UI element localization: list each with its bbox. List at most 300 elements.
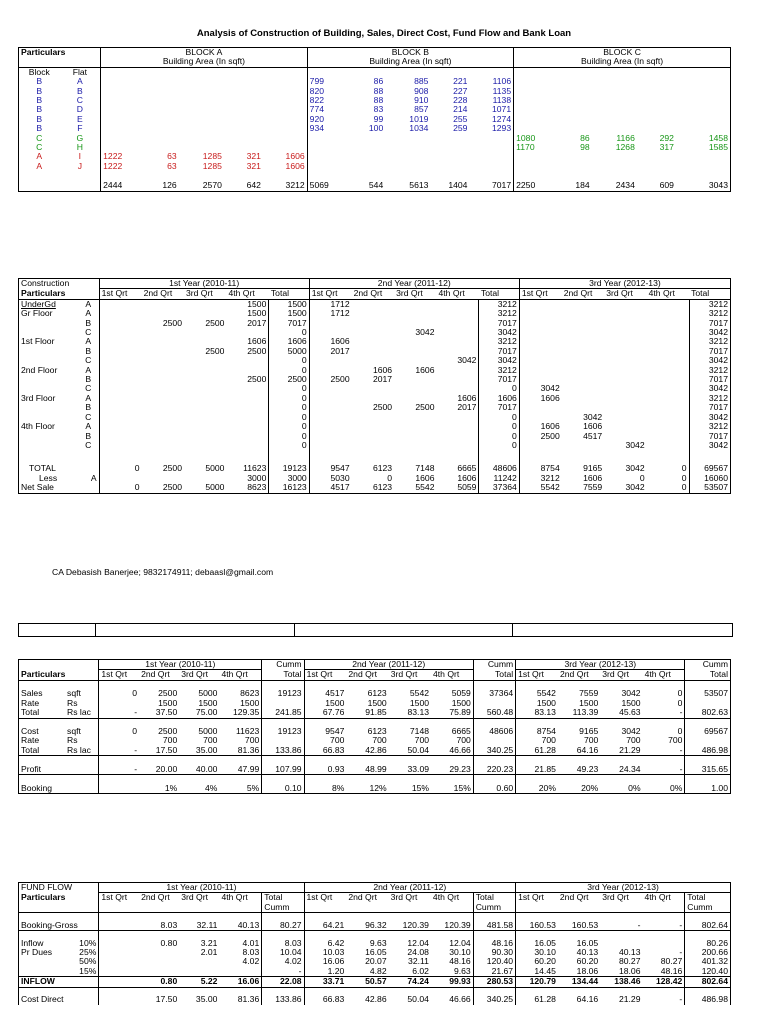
schedule-value <box>309 384 351 393</box>
sales-value: 1500 <box>451 697 471 708</box>
schedule-value <box>99 394 141 403</box>
area-value <box>224 115 263 124</box>
area-value: 221 <box>453 76 468 87</box>
sales-row <box>19 708 731 718</box>
area-value <box>592 152 637 161</box>
fund-value: 160.53 <box>558 921 600 931</box>
fund-value: 17.50 <box>155 994 178 1005</box>
net-row <box>19 483 731 493</box>
area-total: 5069 <box>307 171 354 191</box>
sales-value: 700 <box>516 736 558 745</box>
flat-id: A <box>85 421 92 432</box>
percent-label: 25% <box>79 947 97 958</box>
fund-value: 8.03 <box>139 921 179 931</box>
row-label: Cost Direct <box>19 995 72 1004</box>
area-value <box>592 105 637 114</box>
quarter-header: 3rd Qrt <box>600 670 642 680</box>
quarter-header: 4th Qrt <box>219 893 261 903</box>
sales-value: 2500 <box>158 726 178 737</box>
row-label: Sales <box>19 689 66 698</box>
area-value <box>307 162 354 171</box>
area-value: 1606 <box>285 160 305 171</box>
sales-value: 2500 <box>158 688 178 699</box>
fund-value: 16.05 <box>516 939 558 948</box>
schedule-value: 5000 <box>205 463 225 474</box>
schedule-value: 7017 <box>269 319 309 328</box>
schedule-value: 3042 <box>604 483 646 493</box>
schedule-value <box>647 299 689 309</box>
row-label <box>19 432 78 441</box>
inflow-row <box>19 967 731 977</box>
fund-value: 9.63 <box>369 937 387 948</box>
blank-cell <box>592 67 637 77</box>
area-total: 7017 <box>469 171 513 191</box>
blank-cell <box>600 903 642 913</box>
area-value: 1135 <box>492 85 512 96</box>
quarter-header: 1st Qrt <box>516 670 558 680</box>
sales-value: 75.89 <box>431 708 473 718</box>
quarter-header: 1st Qrt <box>99 893 139 903</box>
schedule-value: 9547 <box>309 464 351 473</box>
schedule-value: 0 <box>269 328 309 337</box>
floor-row <box>19 384 731 393</box>
sales-value: 1500 <box>621 697 641 708</box>
schedule-value <box>562 356 604 365</box>
flat-id: C <box>85 439 92 450</box>
schedule-value: 5030 <box>309 474 351 483</box>
blank-cell <box>219 903 261 913</box>
inflow-total-row <box>19 977 731 987</box>
schedule-value: 7559 <box>562 483 604 493</box>
blank-cell <box>647 450 689 464</box>
fund-value: 200.66 <box>685 948 731 957</box>
schedule-value <box>519 403 561 412</box>
schedule-value <box>226 422 268 431</box>
schedule-value <box>647 375 689 384</box>
schedule-value <box>647 328 689 337</box>
schedule-value: 7148 <box>415 463 435 474</box>
sales-row <box>19 784 731 794</box>
fund-value: 20.07 <box>365 956 387 967</box>
sales-value: - <box>99 708 139 718</box>
schedule-value: 2017 <box>309 347 351 356</box>
fund-value: 4.02 <box>242 956 260 967</box>
schedule-value: 3042 <box>479 328 519 337</box>
area-value <box>469 134 513 143</box>
flat-id: J <box>77 160 83 171</box>
sales-value: - <box>99 765 139 775</box>
cumm-value: 107.99 <box>262 765 304 775</box>
sales-value: 700 <box>244 735 260 746</box>
schedule-value <box>647 356 689 365</box>
sales-value: 3042 <box>621 726 641 737</box>
schedule-value <box>352 337 394 346</box>
area-total: 3212 <box>263 171 307 191</box>
fund-value: 481.58 <box>473 921 515 931</box>
flat-id: C <box>85 383 92 394</box>
schedule-value: 3212 <box>689 299 730 309</box>
block-id: B <box>19 77 60 86</box>
empty-table-row <box>18 623 733 637</box>
sales-value: 5542 <box>409 688 430 699</box>
cumm-value: 53507 <box>685 689 731 698</box>
schedule-value <box>647 394 689 403</box>
schedule-value <box>437 328 479 337</box>
schedule-value <box>437 432 479 441</box>
area-value <box>676 152 731 161</box>
schedule-value <box>184 432 226 441</box>
area-value <box>263 96 307 105</box>
flat-id: C <box>85 411 92 422</box>
area-total: 5613 <box>385 171 430 191</box>
blank-cell <box>65 775 99 784</box>
quarter-header: 2nd Qrt <box>142 289 184 299</box>
fund-value: 9.63 <box>453 965 471 976</box>
area-value: 774 <box>307 105 354 114</box>
schedule-value <box>562 384 604 393</box>
schedule-value <box>309 356 351 365</box>
schedule-value <box>394 432 436 441</box>
floor-row <box>19 309 731 318</box>
floor-row <box>19 299 731 309</box>
area-value: 321 <box>246 160 261 171</box>
quarter-header: Total <box>685 893 731 903</box>
area-value <box>592 115 637 124</box>
schedule-value <box>562 366 604 375</box>
blank-cell <box>516 903 558 913</box>
row-label: Profit <box>19 765 66 775</box>
schedule-value <box>394 413 436 422</box>
unit-label: Rs lac <box>65 746 99 756</box>
flat-id: A <box>90 472 97 483</box>
schedule-value: 0 <box>479 413 519 422</box>
year-3-header: 3rd Year (2012-13) <box>516 660 685 670</box>
fund-value: 6.42 <box>304 939 346 948</box>
sales-value: 700 <box>583 735 599 746</box>
schedule-value <box>226 356 268 365</box>
schedule-value <box>647 347 689 356</box>
area-value <box>148 115 179 124</box>
fund-value: 32.11 <box>179 921 219 931</box>
area-value <box>224 77 263 86</box>
fund-value <box>139 957 179 966</box>
area-value: 822 <box>307 96 354 105</box>
schedule-value: 9165 <box>583 463 603 474</box>
area-value: 799 <box>307 77 354 86</box>
fund-value: 35.00 <box>195 994 218 1005</box>
sales-value: - <box>643 765 685 775</box>
area-value <box>385 162 430 171</box>
schedule-value <box>309 403 351 412</box>
schedule-value <box>604 337 646 346</box>
block-id: A <box>19 162 60 171</box>
schedule-value: 5542 <box>519 483 561 493</box>
quarter-header: 4th Qrt <box>437 289 479 299</box>
block-id: B <box>19 105 60 114</box>
schedule-value <box>309 413 351 422</box>
sales-value: 8% <box>304 784 346 794</box>
area-value <box>354 152 385 161</box>
fund-value: 3.21 <box>200 937 218 948</box>
area-value: 1606 <box>285 151 305 162</box>
blank-cell <box>309 450 351 464</box>
quarter-header: 3rd Qrt <box>184 289 226 299</box>
blank-cell <box>224 67 263 77</box>
blank-cell <box>514 67 561 77</box>
blank-cell <box>179 67 224 77</box>
quarter-header: 1st Qrt <box>519 289 561 299</box>
blank-cell <box>19 450 78 464</box>
flat-id: C <box>85 355 92 366</box>
fund-value: 401.32 <box>685 957 731 966</box>
schedule-value <box>99 403 141 412</box>
row-label: Rate <box>19 736 66 745</box>
fund-value: 30.10 <box>516 948 558 957</box>
quarter-header-row <box>19 289 731 299</box>
cumm-value: 1.00 <box>685 784 731 794</box>
fund-value: 14.45 <box>516 967 558 977</box>
fund-value: 21.67 <box>473 967 515 977</box>
area-value: 934 <box>307 124 354 133</box>
row-label: Gr Floor <box>19 309 78 318</box>
area-value <box>263 105 307 114</box>
schedule-value: 5000 <box>184 483 226 493</box>
schedule-value: 1606 <box>247 336 267 347</box>
schedule-value: 1606 <box>479 394 519 403</box>
cumm-value: 315.65 <box>685 765 731 775</box>
schedule-value: 19123 <box>269 464 309 473</box>
area-value: 1268 <box>615 142 635 153</box>
schedule-value <box>647 441 689 450</box>
schedule-value <box>394 347 436 356</box>
schedule-value <box>519 309 561 318</box>
fund-value: 12.04 <box>449 937 471 948</box>
area-total: 2434 <box>592 171 637 191</box>
sales-value: 12% <box>346 784 388 794</box>
blank-cell <box>676 67 731 77</box>
blank-cell <box>179 903 219 913</box>
fund-value: 120.39 <box>431 921 473 931</box>
schedule-value: 0 <box>639 472 645 483</box>
block-id: A <box>19 152 60 161</box>
fund-value: 16.06 <box>219 977 261 987</box>
sales-value <box>99 699 139 708</box>
area-value <box>469 162 513 171</box>
schedule-value <box>519 347 561 356</box>
area-total: 609 <box>637 171 676 191</box>
schedule-value <box>142 384 184 393</box>
sales-value: 20% <box>558 784 600 794</box>
row-label: Rate <box>19 699 66 708</box>
fund-value: 61.28 <box>516 995 558 1004</box>
area-value <box>676 77 731 86</box>
sales-value: 0 <box>677 697 683 708</box>
area-value <box>637 152 676 161</box>
fund-value: 340.25 <box>473 995 515 1004</box>
sales-value: 66.83 <box>304 746 346 756</box>
quarter-header: 3rd Qrt <box>394 289 436 299</box>
schedule-value <box>99 384 141 393</box>
schedule-value <box>647 422 689 431</box>
sales-value: 17.50 <box>139 746 179 756</box>
schedule-value: 0 <box>99 464 141 473</box>
area-value <box>637 162 676 171</box>
sales-value: 6123 <box>367 688 387 699</box>
schedule-value: 2500 <box>269 375 309 384</box>
schedule-value: 3212 <box>479 309 519 318</box>
blank-cell <box>637 67 676 77</box>
schedule-value: 2017 <box>372 374 393 385</box>
schedule-value: 0 <box>269 413 309 422</box>
blank-cell <box>269 450 309 464</box>
schedule-value <box>394 441 436 450</box>
schedule-value: 8623 <box>226 483 268 493</box>
cumm-value: 37364 <box>473 689 515 698</box>
cumm-value: 802.63 <box>685 708 731 718</box>
total-row <box>19 464 731 473</box>
schedule-value: 7017 <box>689 319 730 328</box>
area-value <box>263 77 307 86</box>
fund-value: 60.20 <box>576 956 599 967</box>
area-value <box>514 96 561 105</box>
cumm-total-header: Total <box>262 670 304 680</box>
block-id: B <box>19 124 60 133</box>
quarter-header: 2nd Qrt <box>558 893 600 903</box>
building-area-table <box>18 47 731 192</box>
schedule-value: 2500 <box>309 375 351 384</box>
quarter-header: 2nd Qrt <box>558 670 600 680</box>
schedule-value: 4517 <box>583 430 603 441</box>
sales-value: 48.99 <box>346 765 388 775</box>
schedule-value <box>309 319 351 328</box>
schedule-value <box>352 432 394 441</box>
area-value: 259 <box>453 123 468 134</box>
quarter-header: 1st Qrt <box>516 893 558 903</box>
area-value <box>592 162 637 171</box>
area-value <box>148 105 179 114</box>
fund-value: 138.46 <box>600 977 642 987</box>
quarter-header: 1st Qrt <box>304 893 346 903</box>
area-value: 857 <box>414 104 429 115</box>
blank-cell <box>19 171 60 191</box>
sales-value: 1500 <box>240 697 260 708</box>
floor-row <box>19 422 731 431</box>
fund-value <box>99 967 139 977</box>
area-value: 317 <box>659 142 674 153</box>
area-value <box>430 134 469 143</box>
area-value <box>561 152 592 161</box>
fund-value: 280.53 <box>473 977 515 987</box>
blank-cell <box>561 67 592 77</box>
quarter-header: 4th Qrt <box>643 670 685 680</box>
sales-value: 6123 <box>367 726 387 737</box>
fund-value: 10.04 <box>262 948 304 957</box>
sales-value: 4% <box>179 784 219 794</box>
area-value <box>148 96 179 105</box>
sales-value: 5059 <box>451 688 471 699</box>
block-id: B <box>19 96 60 105</box>
floor-row <box>19 328 731 337</box>
blank-cell <box>437 450 479 464</box>
schedule-value: 3042 <box>479 356 519 365</box>
area-value <box>179 115 224 124</box>
schedule-value <box>562 394 604 403</box>
sales-value: 21.29 <box>600 746 642 756</box>
blank-cell <box>99 775 139 784</box>
percent-label: 15% <box>79 965 97 976</box>
row-label <box>19 403 78 412</box>
schedule-value <box>99 441 141 450</box>
schedule-value: 7017 <box>689 403 730 412</box>
schedule-value <box>99 432 141 441</box>
flat-id: H <box>76 142 83 153</box>
flat-row <box>19 162 731 171</box>
quarter-header: 4th Qrt <box>219 670 261 680</box>
sales-value: 7559 <box>579 688 599 699</box>
schedule-value <box>562 375 604 384</box>
schedule-value <box>226 432 268 441</box>
fund-value: 21.29 <box>618 994 641 1005</box>
row-label <box>19 375 78 384</box>
row-label <box>19 319 78 328</box>
quarter-header: 2nd Qrt <box>139 670 179 680</box>
row-label: 2nd Floor <box>19 366 78 375</box>
schedule-value <box>142 356 184 365</box>
schedule-value <box>99 413 141 422</box>
year-2-header: 2nd Year (2011-12) <box>309 279 519 289</box>
unit-label: sqft <box>67 688 81 699</box>
fund-value: 30.10 <box>449 947 471 958</box>
area-value: 1222 <box>101 152 148 161</box>
fund-value: 16.05 <box>365 947 387 958</box>
fund-value: 5.22 <box>179 977 219 987</box>
area-value <box>561 115 592 124</box>
blank-cell <box>101 67 148 77</box>
schedule-value <box>184 375 226 384</box>
schedule-value: 3000 <box>247 472 267 483</box>
sales-value: 11623 <box>236 726 260 737</box>
cumm-header: Cumm <box>473 660 515 670</box>
sales-value: 37.50 <box>139 708 179 718</box>
blank-cell <box>99 931 139 939</box>
area-value <box>179 124 224 133</box>
area-value: 820 <box>307 87 354 96</box>
fund-value: 64.21 <box>304 921 346 931</box>
quarter-header: Total <box>269 289 309 299</box>
schedule-value <box>394 384 436 393</box>
schedule-value: 3212 <box>479 299 519 309</box>
schedule-value <box>142 366 184 375</box>
unit-label: Rs lac <box>65 708 99 718</box>
area-total: 1404 <box>430 171 469 191</box>
schedule-value <box>394 375 436 384</box>
area-value <box>676 96 731 105</box>
area-value: 1285 <box>202 151 222 162</box>
schedule-value <box>99 309 141 318</box>
sales-value: 15% <box>389 784 431 794</box>
schedule-value: 1606 <box>583 472 603 483</box>
area-value <box>224 124 263 133</box>
fund-value: 120.40 <box>473 957 515 966</box>
floor-row <box>19 403 731 412</box>
floor-row <box>19 432 731 441</box>
area-total: 184 <box>561 171 592 191</box>
schedule-value <box>226 413 268 422</box>
unit-label <box>65 784 99 794</box>
area-value: 1274 <box>492 113 512 124</box>
schedule-value <box>519 328 561 337</box>
schedule-value <box>226 394 268 403</box>
